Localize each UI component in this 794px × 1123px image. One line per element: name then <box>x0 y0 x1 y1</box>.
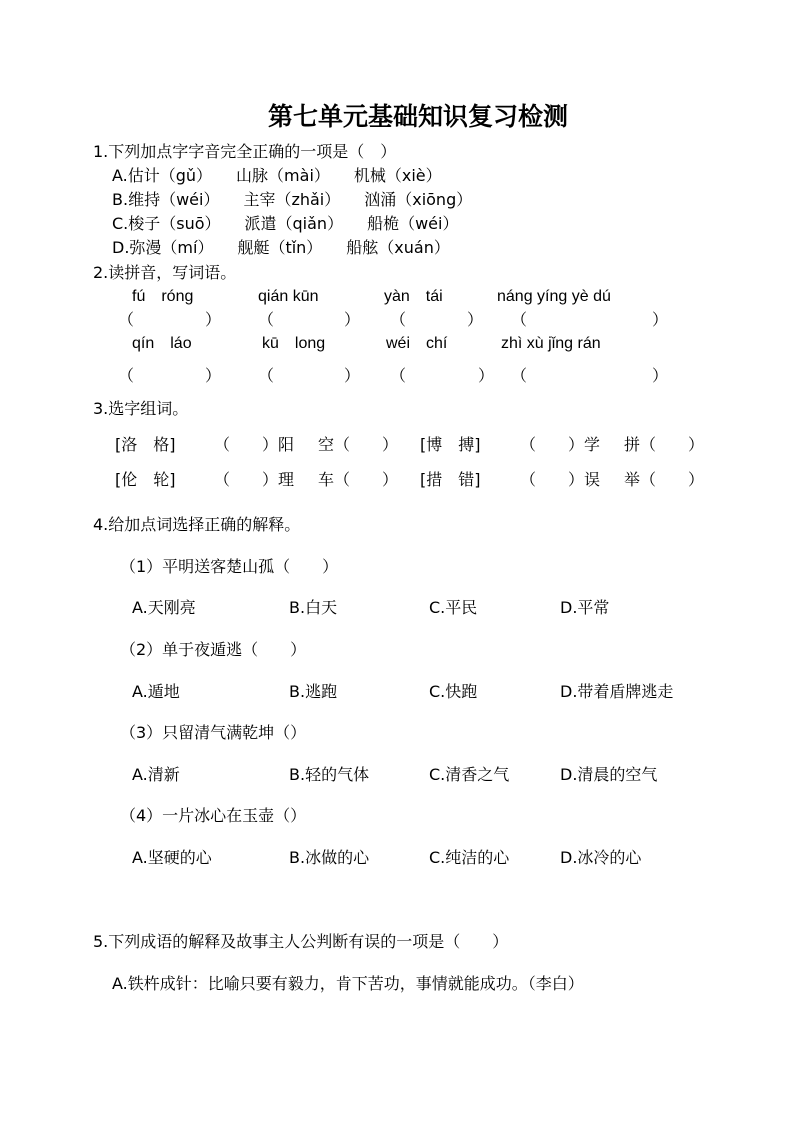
pinyin-item: kū long <box>262 335 326 352</box>
answer-choice: D.冰冷的心 <box>560 848 642 867</box>
answer-blank-close: ） <box>652 366 669 385</box>
answer-blank-open: （ <box>390 366 407 385</box>
word-blank: 举（ ） <box>624 470 705 489</box>
char-choice: [洛 格] <box>115 435 176 454</box>
word-blank: 空（ ） <box>318 435 399 454</box>
answer-blank-close: ） <box>652 310 669 329</box>
pinyin-item: qián kūn <box>258 288 319 305</box>
answer-blank-close: ） <box>467 310 484 329</box>
answer-blank-close: ） <box>205 310 222 329</box>
answer-choice: B.冰做的心 <box>289 848 370 867</box>
answer-choice: C.清香之气 <box>429 765 510 784</box>
question-3-stem: 3.选字组词。 <box>93 399 189 418</box>
answer-blank-open: （ <box>258 366 275 385</box>
answer-choice: C.平民 <box>429 598 478 617</box>
char-choice: [博 搏] <box>420 435 481 454</box>
pinyin-item: wéi chí <box>386 335 448 352</box>
question-4-item-prompt: （1）平明送客楚山孤（ ） <box>120 557 339 576</box>
question-2-stem: 2.读拼音，写词语。 <box>93 263 237 282</box>
char-choice: [措 错] <box>420 470 481 489</box>
question-1-option-c: C.梭子（suō） 派遣（qiǎn） 船桅（wéi） <box>112 214 459 233</box>
question-1-option-b: B.维持（wéi） 主宰（zhǎi） 汹涌（xiōng） <box>112 190 473 209</box>
answer-blank-open: （ <box>511 366 528 385</box>
answer-choice: A.遁地 <box>132 682 180 701</box>
question-1-option-a: A.估计（gǔ） 山脉（mài） 机械（xiè） <box>112 166 442 185</box>
question-4-stem: 4.给加点词选择正确的解释。 <box>93 515 301 534</box>
answer-blank-close: ） <box>478 366 495 385</box>
pinyin-item: zhì xù jǐng rán <box>501 335 601 352</box>
question-1-stem: 1.下列加点字字音完全正确的一项是（ ） <box>93 142 397 161</box>
answer-choice: B.逃跑 <box>289 682 338 701</box>
answer-blank-open: （ <box>258 310 275 329</box>
answer-choice: A.清新 <box>132 765 180 784</box>
answer-blank-close: ） <box>344 310 361 329</box>
answer-choice: A.天刚亮 <box>132 598 196 617</box>
answer-choice: D.平常 <box>560 598 610 617</box>
question-4-item-prompt: （4）一片冰心在玉壶（） <box>120 806 307 825</box>
answer-choice: B.轻的气体 <box>289 765 370 784</box>
page-title: 第七单元基础知识复习检测 <box>268 102 569 131</box>
answer-choice: B.白天 <box>289 598 338 617</box>
word-blank: 车（ ） <box>318 470 399 489</box>
question-4-item-prompt: （3）只留清气满乾坤（） <box>120 723 307 742</box>
pinyin-item: fú róng <box>132 288 194 305</box>
answer-blank-open: （ <box>118 366 135 385</box>
answer-choice: D.带着盾牌逃走 <box>560 682 674 701</box>
word-blank: 拼（ ） <box>624 435 705 454</box>
answer-choice: A.坚硬的心 <box>132 848 212 867</box>
answer-blank-close: ） <box>205 366 222 385</box>
answer-choice: C.快跑 <box>429 682 478 701</box>
pinyin-item: yàn tái <box>384 288 443 305</box>
pinyin-item: qín láo <box>132 335 192 352</box>
answer-blank-open: （ <box>390 310 407 329</box>
pinyin-item: náng yíng yè dú <box>497 288 611 305</box>
char-choice: [伦 轮] <box>115 470 176 489</box>
answer-blank-close: ） <box>344 366 361 385</box>
question-1-option-d: D.弥漫（mí） 舰艇（tǐn） 船舷（xuán） <box>112 238 450 257</box>
answer-blank-open: （ <box>511 310 528 329</box>
question-5-stem: 5.下列成语的解释及故事主人公判断有误的一项是（ ） <box>93 932 509 951</box>
word-blank: （ ）误 <box>520 470 601 489</box>
word-blank: （ ）学 <box>520 435 601 454</box>
question-5-option-a: A.铁杵成针：比喻只要有毅力，肯下苦功，事情就能成功。（李白） <box>112 974 584 993</box>
answer-choice: D.清晨的空气 <box>560 765 658 784</box>
answer-choice: C.纯洁的心 <box>429 848 510 867</box>
answer-blank-open: （ <box>118 310 135 329</box>
question-4-item-prompt: （2）单于夜遁逃（ ） <box>120 640 307 659</box>
word-blank: （ ）阳 <box>214 435 295 454</box>
word-blank: （ ）理 <box>214 470 295 489</box>
